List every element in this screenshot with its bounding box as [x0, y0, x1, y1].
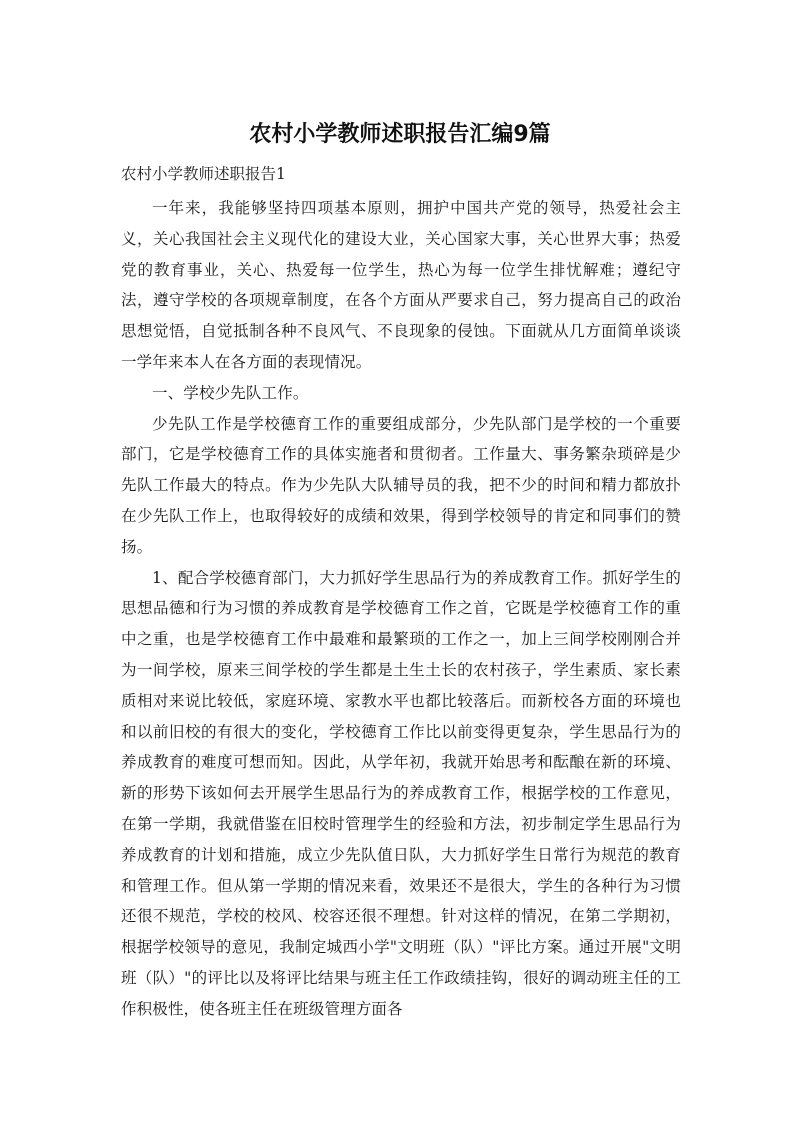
paragraph-pioneers: 少先队工作是学校德育工作的重要组成部分，少先队部门是学校的一个重要部门，它是学校德育工作的具体实施者和贯彻者。工作量大、事务繁杂琐碎是少先队工作最大的特点。作为少先队大队辅导员的我，把不少的时间和精力都放扑在少先队工作上，也取得较好的成绩和效果，得到学校领导的肯定和同事们的赞扬。 [121, 414, 681, 556]
document-body [121, 193, 681, 1025]
report-heading: 农村小学教师述职报告1 [121, 165, 286, 183]
section-heading: 一、学校少先队工作。 [152, 383, 309, 402]
document-title: 农村小学教师述职报告汇编9篇 [249, 122, 551, 147]
paragraph-moral-education: 1、配合学校德育部门，大力抓好学生思品行为的养成教育工作。抓好学生的思想品德和行为习惯的养成教育是学校德育工作之首，它既是学校德育工作的重中之重，也是学校德育工作中最难和最繁琐的工作之一，加上三间学校刚刚合并为一间学校，原来三间学校的学生都是土生土长的农村孩子，学生素质、家长素质相对来说比较低，家庭环境、家教水平也都比较落后。而新校各方面的环境也和以前旧校的有很大的变化，学校德育工作比以前变得更复杂，学生思品行为的养成教育的难度可想而知。因此，从学年初，我就开始思考和酝酿在新的环境、新的形势下该如何去开展学生思品行为的养成教育工作，根据学校的工作意见，在第一学期，我就借鉴在旧校时管理学生的经验和方法，初步制定学生思品行为养成教育的计划和措施，成立少先队值日队，大力抓好学生日常行为规范的教育和管理工作。但从第一学期的情况来看，效果还不是很大，学生的各种行为习惯还很不规范，学校的校风、校容还很不理想。针对这样的情况，在第二学期初，根据学校领导的意见，我制定城西小学"文明班（队）"评比方案。通过开展"文明班（队）"的评比以及将评比结果与班主任工作政绩挂钩，很好的调动班主任的工作积极性，使各班主任在班级管理方面各 [121, 568, 681, 1018]
paragraph-intro: 一年来，我能够坚持四项基本原则，拥护中国共产党的领导，热爱社会主义，关心我国社会主义现代化的建设大业，关心国家大事，关心世界大事；热爱党的教育事业，关心、热爱每一位学生，热心为每一位学生排忧解难；遵纪守法，遵守学校的各项规章制度，在各个方面从严要求自己，努力提高自己的政治思想觉悟，自觉抵制各种不良风气、不良现象的侵蚀。下面就从几方面简单谈谈一学年来本人在各方面的表现情况。 [121, 199, 681, 371]
